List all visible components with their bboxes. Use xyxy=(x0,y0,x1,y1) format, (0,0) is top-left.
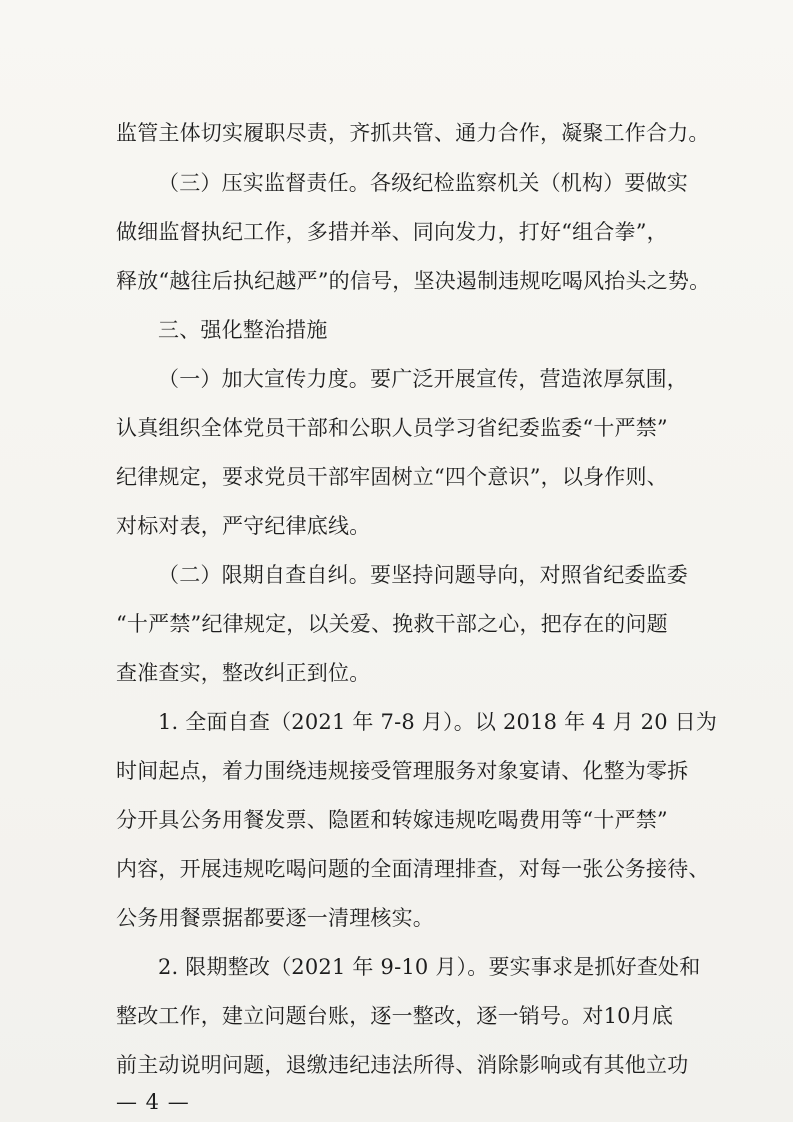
body-text-line: 内容，开展违规吃喝问题的全面清理排查，对每一张公务接待、 xyxy=(116,857,710,881)
body-text-line: “十严禁”纪律规定，以关爱、挽救干部之心，把存在的问题 xyxy=(116,612,668,636)
body-text-line: 释放“越往后执纪越严”的信号，坚决遏制违规吃喝风抬头之势。 xyxy=(116,269,711,293)
body-text-line: 纪律规定，要求党员干部牢固树立“四个意识”，以身作则、 xyxy=(116,465,668,489)
numbered-item-1-start: 1. 全面自查（2021 年 7-8 月）。以 2018 年 4 月 20 日为 xyxy=(158,710,718,734)
page-number: — 4 — xyxy=(116,1090,190,1114)
body-text-line: 整改工作，建立问题台账，逐一整改，逐一销号。对10月底 xyxy=(116,1004,674,1028)
body-text-line: 公务用餐票据都要逐一清理核实。 xyxy=(116,906,434,930)
subsection-1-paragraph-start: （一）加大宣传力度。要广泛开展宣传，营造浓厚氛围， xyxy=(158,367,688,391)
body-text-line: 认真组织全体党员干部和公职人员学习省纪委监委“十严禁” xyxy=(116,416,668,440)
body-text-line: 时间起点，着力围绕违规接受管理服务对象宴请、化整为零拆 xyxy=(116,759,689,783)
body-text-line: 查准查实，整改纠正到位。 xyxy=(116,661,371,685)
body-text-line: 监管主体切实履职尽责，齐抓共管、通力合作，凝聚工作合力。 xyxy=(116,121,710,145)
body-text-line: 前主动说明问题，退缴违纪违法所得、消除影响或有其他立功 xyxy=(116,1053,689,1077)
section-heading: 三、强化整治措施 xyxy=(158,318,328,342)
subsection-2-paragraph-start: （二）限期自查自纠。要坚持问题导向，对照省纪委监委 xyxy=(158,563,688,587)
body-text-line: 对标对表，严守纪律底线。 xyxy=(116,514,371,538)
body-text-line: 分开具公务用餐发票、隐匿和转嫁违规吃喝费用等“十严禁” xyxy=(116,808,668,832)
numbered-item-2-start: 2. 限期整改（2021 年 9-10 月）。要实事求是抓好查处和 xyxy=(158,955,701,979)
section-3-paragraph-start: （三）压实监督责任。各级纪检监察机关（机构）要做实 xyxy=(158,171,688,195)
body-text-line: 做细监督执纪工作，多措并举、同向发力，打好“组合拳”， xyxy=(116,220,668,244)
